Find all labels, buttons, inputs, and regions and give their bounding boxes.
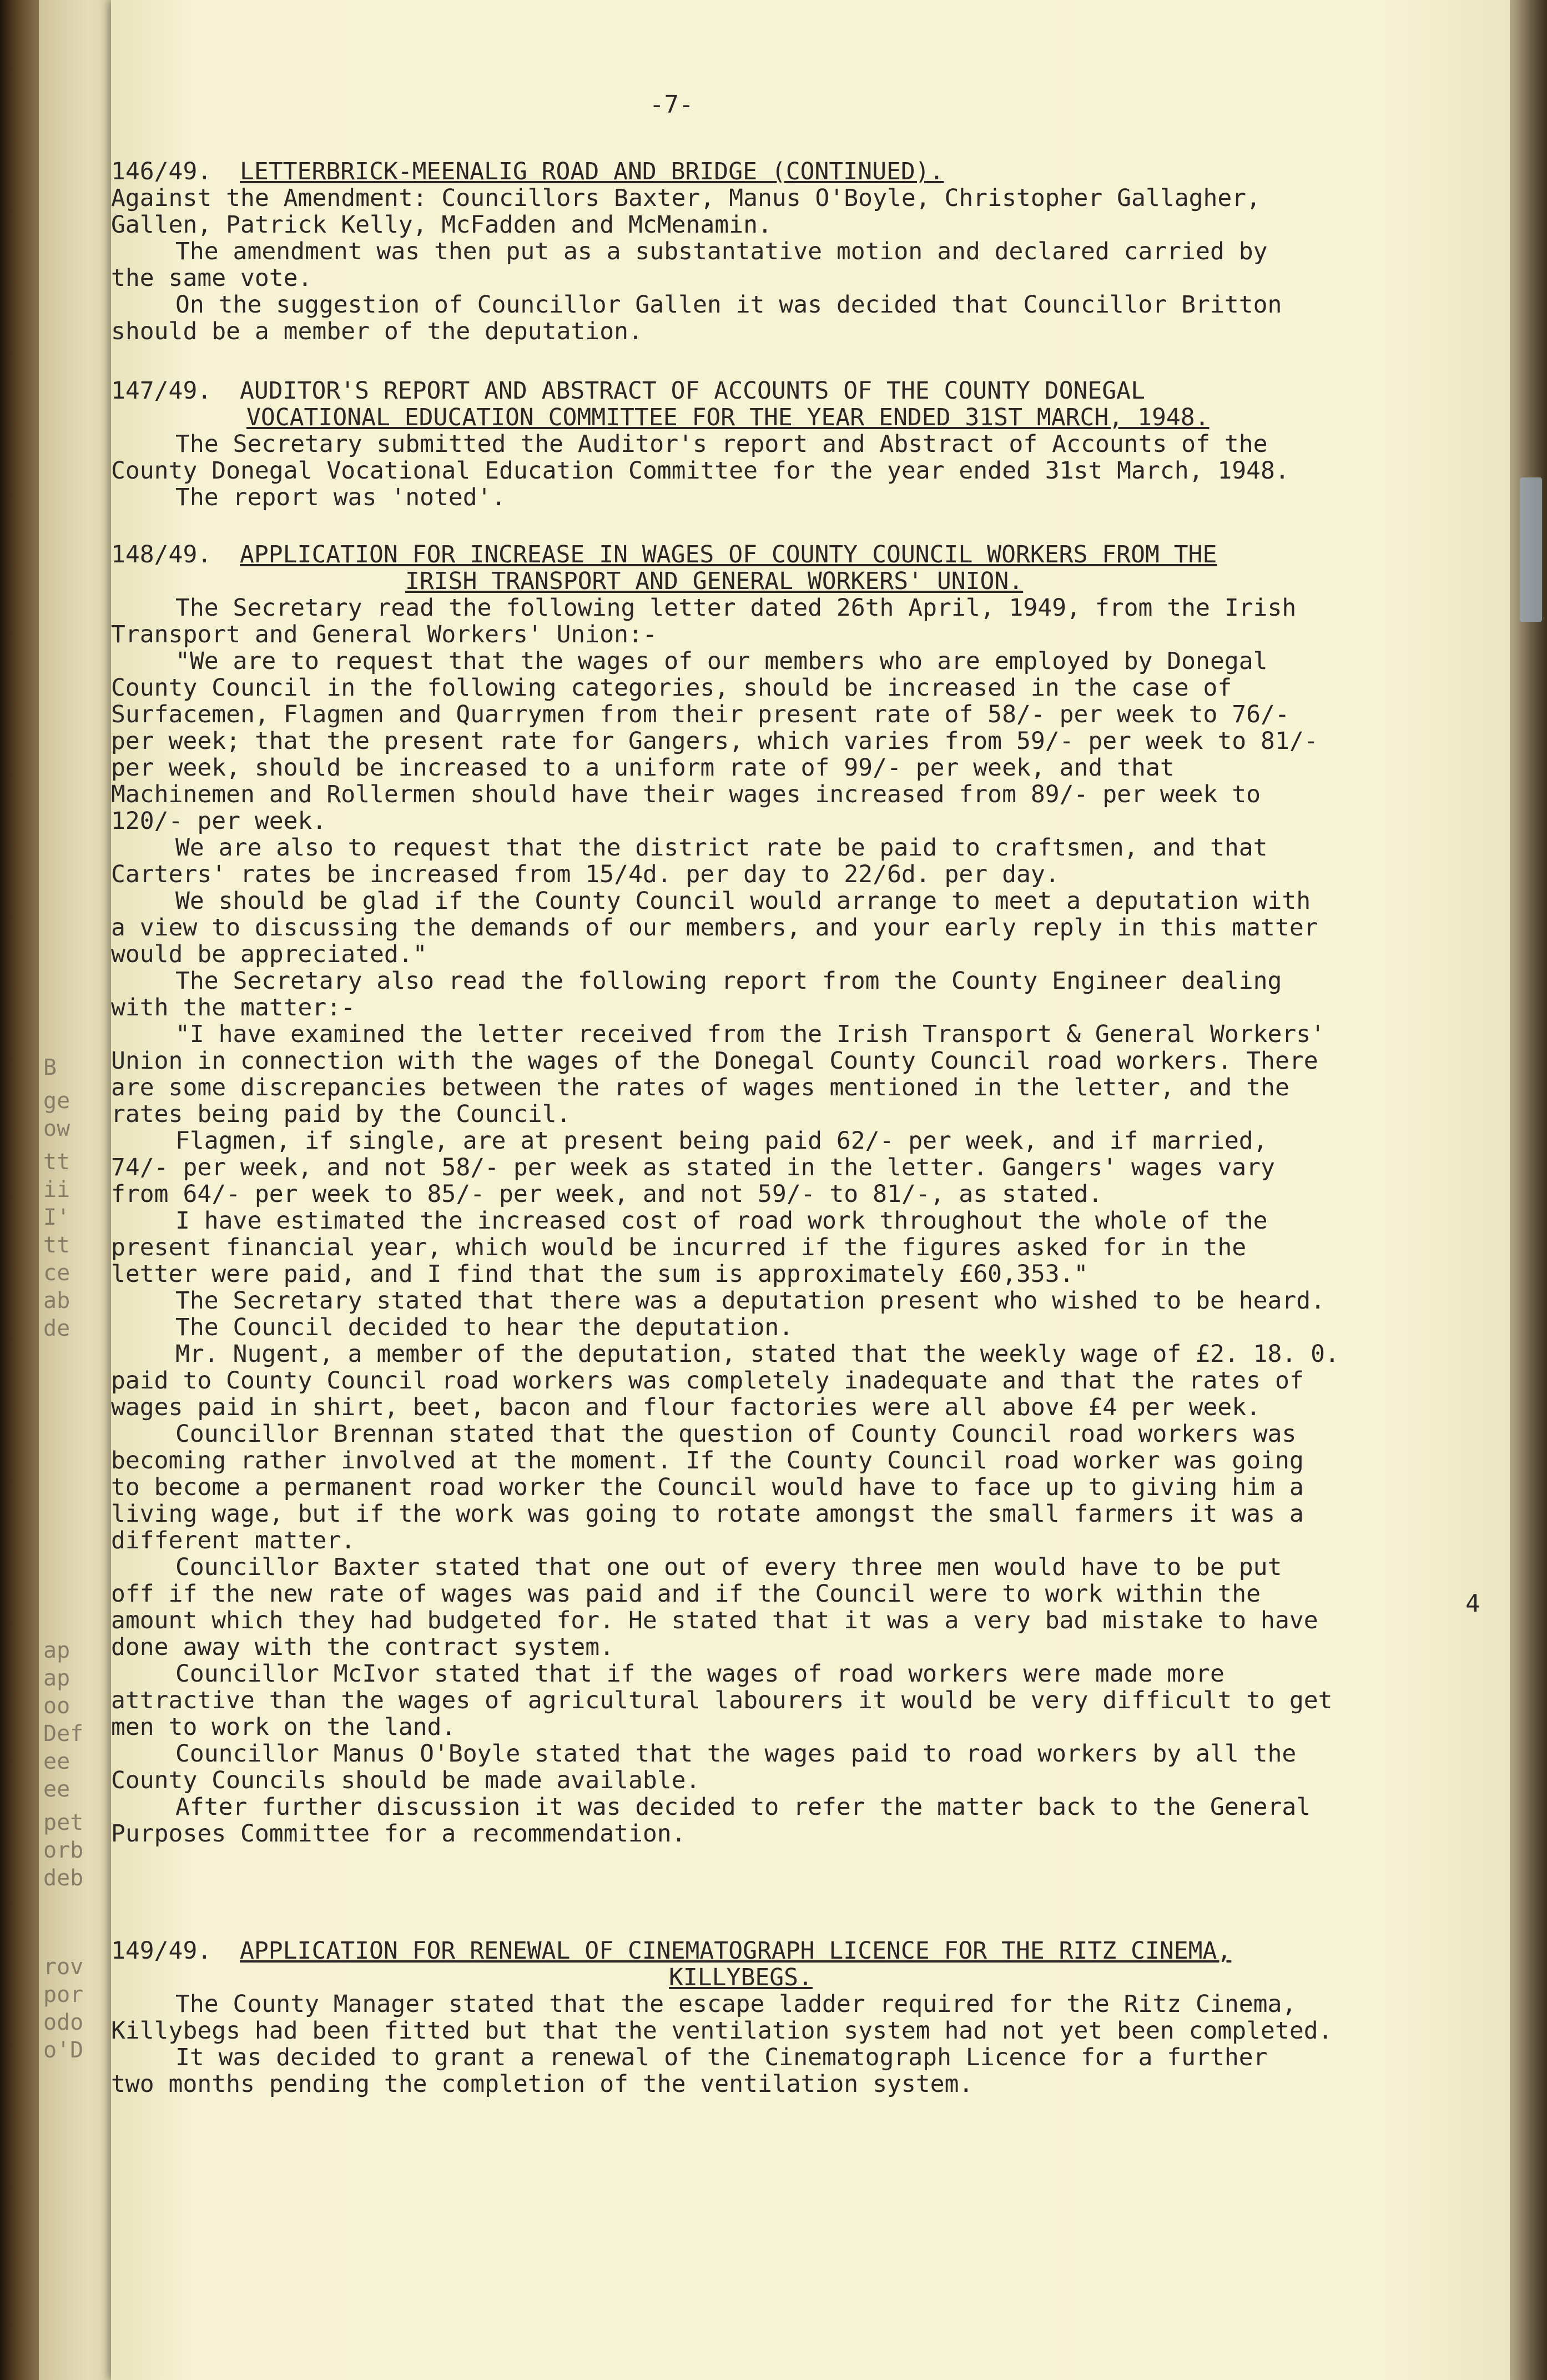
minute-line: County Councils should be made available. <box>111 1767 701 1794</box>
minute-heading: AUDITOR'S REPORT AND ABSTRACT OF ACCOUNTS OF THE COUNTY DONEGAL <box>240 377 1145 405</box>
minute-line: present financial year, which would be incurred if the figures asked for in the <box>111 1234 1247 1261</box>
minute-line: becoming rather involved at the moment. If the County Council road worker was going <box>111 1447 1304 1475</box>
minute-line: off if the new rate of wages was paid and if the Council were to work within the <box>111 1580 1261 1608</box>
minute-line: Surfacemen, Flagmen and Quarrymen from their present rate of 58/- per week to 76/- <box>111 701 1289 728</box>
minute-line: Mr. Nugent, a member of the deputation, stated that the weekly wage of £2. 18. 0. <box>175 1340 1339 1368</box>
prev-page-fragment: de <box>43 1316 70 1341</box>
prev-page-fragment: ab <box>43 1288 70 1314</box>
minute-line: Gallen, Patrick Kelly, McFadden and McMenamin. <box>111 211 772 239</box>
prev-page-fragment: ee <box>43 1777 70 1802</box>
prev-page-fragment: por <box>43 1982 84 2007</box>
minute-line: would be appreciated." <box>111 940 427 968</box>
minute-line: 120/- per week. <box>111 807 327 835</box>
prev-page-fragment: odo <box>43 2010 84 2035</box>
minute-line: amount which they had budgeted for. He stated that it was a very bad mistake to have <box>111 1607 1318 1634</box>
minute-line: Councillor Manus O'Boyle stated that the wages paid to road workers by all the <box>175 1740 1297 1768</box>
prev-page-fragment: pet <box>43 1810 84 1835</box>
minute-number: 148/49. <box>111 541 212 568</box>
minute-line: The Secretary also read the following report from the County Engineer dealing <box>175 967 1282 995</box>
minute-heading-cont: IRISH TRANSPORT AND GENERAL WORKERS' UNION. <box>405 567 1024 595</box>
minute-147-49 <box>111 378 1289 511</box>
minute-line: County Donegal Vocational Education Committee for the year ended 31st March, 1948. <box>111 457 1289 485</box>
minute-line: Councillor Brennan stated that the question of County Council road workers was <box>175 1420 1297 1448</box>
minute-line: The amendment was then put as a substantative motion and declared carried by <box>175 238 1268 265</box>
minute-148-49 <box>111 541 1339 1847</box>
minute-line: the same vote. <box>111 264 313 292</box>
minute-line: rates being paid by the Council. <box>111 1100 571 1128</box>
minute-line: We should be glad if the County Council would arrange to meet a deputation with <box>175 887 1311 915</box>
minute-line: done away with the contract system. <box>111 1633 614 1661</box>
minute-line: "I have examined the letter received from the Irish Transport & General Workers' <box>175 1020 1326 1048</box>
minute-line: should be a member of the deputation. <box>111 318 643 345</box>
prev-page-fragment: ii <box>43 1177 70 1202</box>
right-page-edge <box>1510 0 1547 2380</box>
prev-page-fragment: ee <box>43 1749 70 1774</box>
prev-page-fragment: tt <box>43 1232 70 1258</box>
minute-line: The Secretary read the following letter dated 26th April, 1949, from the Irish <box>175 594 1297 622</box>
minute-line: We are also to request that the district rate be paid to craftsmen, and that <box>175 834 1268 862</box>
minute-line: The County Manager stated that the escape ladder required for the Ritz Cinema, <box>175 1990 1297 2018</box>
minute-line: Councillor Baxter stated that one out of every three men would have to be put <box>175 1553 1282 1581</box>
minute-line: The Secretary stated that there was a deputation present who wished to be heard. <box>175 1287 1326 1315</box>
minute-line: wages paid in shirt, beet, bacon and flour factories were all above £4 per week. <box>111 1393 1261 1421</box>
minute-heading-cont: VOCATIONAL EDUCATION COMMITTEE FOR THE YEAR ENDED 31ST MARCH, 1948. <box>246 404 1210 431</box>
minute-line: Councillor McIvor stated that if the wages of road workers were made more <box>175 1660 1225 1688</box>
index-tab <box>1520 477 1542 622</box>
minute-line: 74/- per week, and not 58/- per week as stated in the letter. Gangers' wages vary <box>111 1154 1275 1181</box>
page-number: -7- <box>649 90 694 119</box>
minute-line: men to work on the land. <box>111 1713 456 1741</box>
minute-line: are some discrepancies between the rates of wages mentioned in the letter, and the <box>111 1074 1289 1101</box>
prev-page-fragment: ge <box>43 1088 70 1114</box>
prev-page-fragment: tt <box>43 1149 70 1175</box>
minute-line: Purposes Committee for a recommendation. <box>111 1820 686 1848</box>
previous-page-edge <box>39 0 122 2380</box>
minute-line: Machinemen and Rollermen should have their wages increased from 89/- per week to <box>111 781 1261 808</box>
prev-page-fragment: B <box>43 1055 57 1080</box>
minute-number: 147/49. <box>111 377 212 405</box>
minute-line: Against the Amendment: Councillors Baxter, Manus O'Boyle, Christopher Gallagher, <box>111 184 1261 212</box>
prev-page-fragment: ap <box>43 1638 70 1663</box>
minute-line: County Council in the following categories, should be increased in the case of <box>111 674 1232 702</box>
minute-line: I have estimated the increased cost of road work throughout the whole of the <box>175 1207 1268 1235</box>
prev-page-fragment: deb <box>43 1865 84 1891</box>
minute-heading: APPLICATION FOR RENEWAL OF CINEMATOGRAPH LICENCE FOR THE RITZ CINEMA, <box>240 1937 1232 1965</box>
minute-heading: LETTERBRICK-MEENALIG ROAD AND BRIDGE (CONTINUED). <box>240 158 944 185</box>
minute-line: different matter. <box>111 1527 356 1554</box>
prev-page-fragment: o'D <box>43 2037 84 2063</box>
prev-page-fragment: orb <box>43 1838 84 1863</box>
minute-146-49 <box>111 158 1282 345</box>
minute-line: Transport and General Workers' Union:- <box>111 621 657 648</box>
minute-line: per week, should be increased to a uniform rate of 99/- per week, and that <box>111 754 1175 782</box>
document-page <box>111 0 1510 2380</box>
minute-line: Killybegs had been fitted but that the ventilation system had not yet been completed. <box>111 2017 1333 2045</box>
minute-number: 149/49. <box>111 1937 212 1965</box>
prev-page-fragment: rov <box>43 1954 84 1980</box>
minute-line: with the matter:- <box>111 994 356 1022</box>
margin-mark: 4 <box>1465 1589 1480 1618</box>
minute-line: paid to County Council road workers was completely inadequate and that the rates of <box>111 1367 1304 1395</box>
minute-line: a view to discussing the demands of our members, and your early reply in this matter <box>111 914 1318 942</box>
minute-line: On the suggestion of Councillor Gallen it was decided that Councillor Britton <box>175 291 1282 319</box>
minute-line: to become a permanent road worker the Council would have to face up to giving him a <box>111 1473 1304 1501</box>
prev-page-fragment: oo <box>43 1693 70 1719</box>
minute-line: attractive than the wages of agricultural labourers it would be very difficult to get <box>111 1687 1333 1714</box>
minute-line: Flagmen, if single, are at present being paid 62/- per week, and if married, <box>175 1127 1268 1155</box>
prev-page-fragment: ow <box>43 1116 70 1141</box>
minute-line: Carters' rates be increased from 15/4d. per day to 22/6d. per day. <box>111 861 1060 888</box>
minute-heading-cont: KILLYBEGS. <box>669 1964 813 1991</box>
minute-line: two months pending the completion of the ventilation system. <box>111 2070 974 2098</box>
minute-line: "We are to request that the wages of our members who are employed by Donegal <box>175 647 1268 675</box>
minute-149-49 <box>111 1938 1333 2097</box>
prev-page-fragment: Def <box>43 1721 84 1747</box>
minute-line: It was decided to grant a renewal of the Cinematograph Licence for a further <box>175 2044 1268 2071</box>
minute-line: After further discussion it was decided to refer the matter back to the General <box>175 1793 1311 1821</box>
minute-line: Union in connection with the wages of the Donegal County Council road workers. There <box>111 1047 1318 1075</box>
prev-page-fragment: ap <box>43 1666 70 1691</box>
book-binding <box>0 0 39 2380</box>
minute-line: per week; that the present rate for Gangers, which varies from 59/- per week to 81/- <box>111 727 1318 755</box>
minute-line: The Secretary submitted the Auditor's report and Abstract of Accounts of the <box>175 430 1268 458</box>
prev-page-fragment: I' <box>43 1205 70 1230</box>
minute-line: The Council decided to hear the deputation. <box>175 1314 794 1341</box>
minute-line: from 64/- per week to 85/- per week, and not 59/- to 81/-, as stated. <box>111 1180 1103 1208</box>
page-content <box>111 0 1510 2380</box>
prev-page-fragment: ce <box>43 1260 70 1286</box>
minute-number: 146/49. <box>111 158 212 185</box>
minute-heading: APPLICATION FOR INCREASE IN WAGES OF COUNTY COUNCIL WORKERS FROM THE <box>240 541 1217 568</box>
minute-line: The report was 'noted'. <box>175 484 506 511</box>
minute-line: living wage, but if the work was going to rotate amongst the small farmers it was a <box>111 1500 1304 1528</box>
minute-line: letter were paid, and I find that the sum is approximately £60,353." <box>111 1260 1089 1288</box>
